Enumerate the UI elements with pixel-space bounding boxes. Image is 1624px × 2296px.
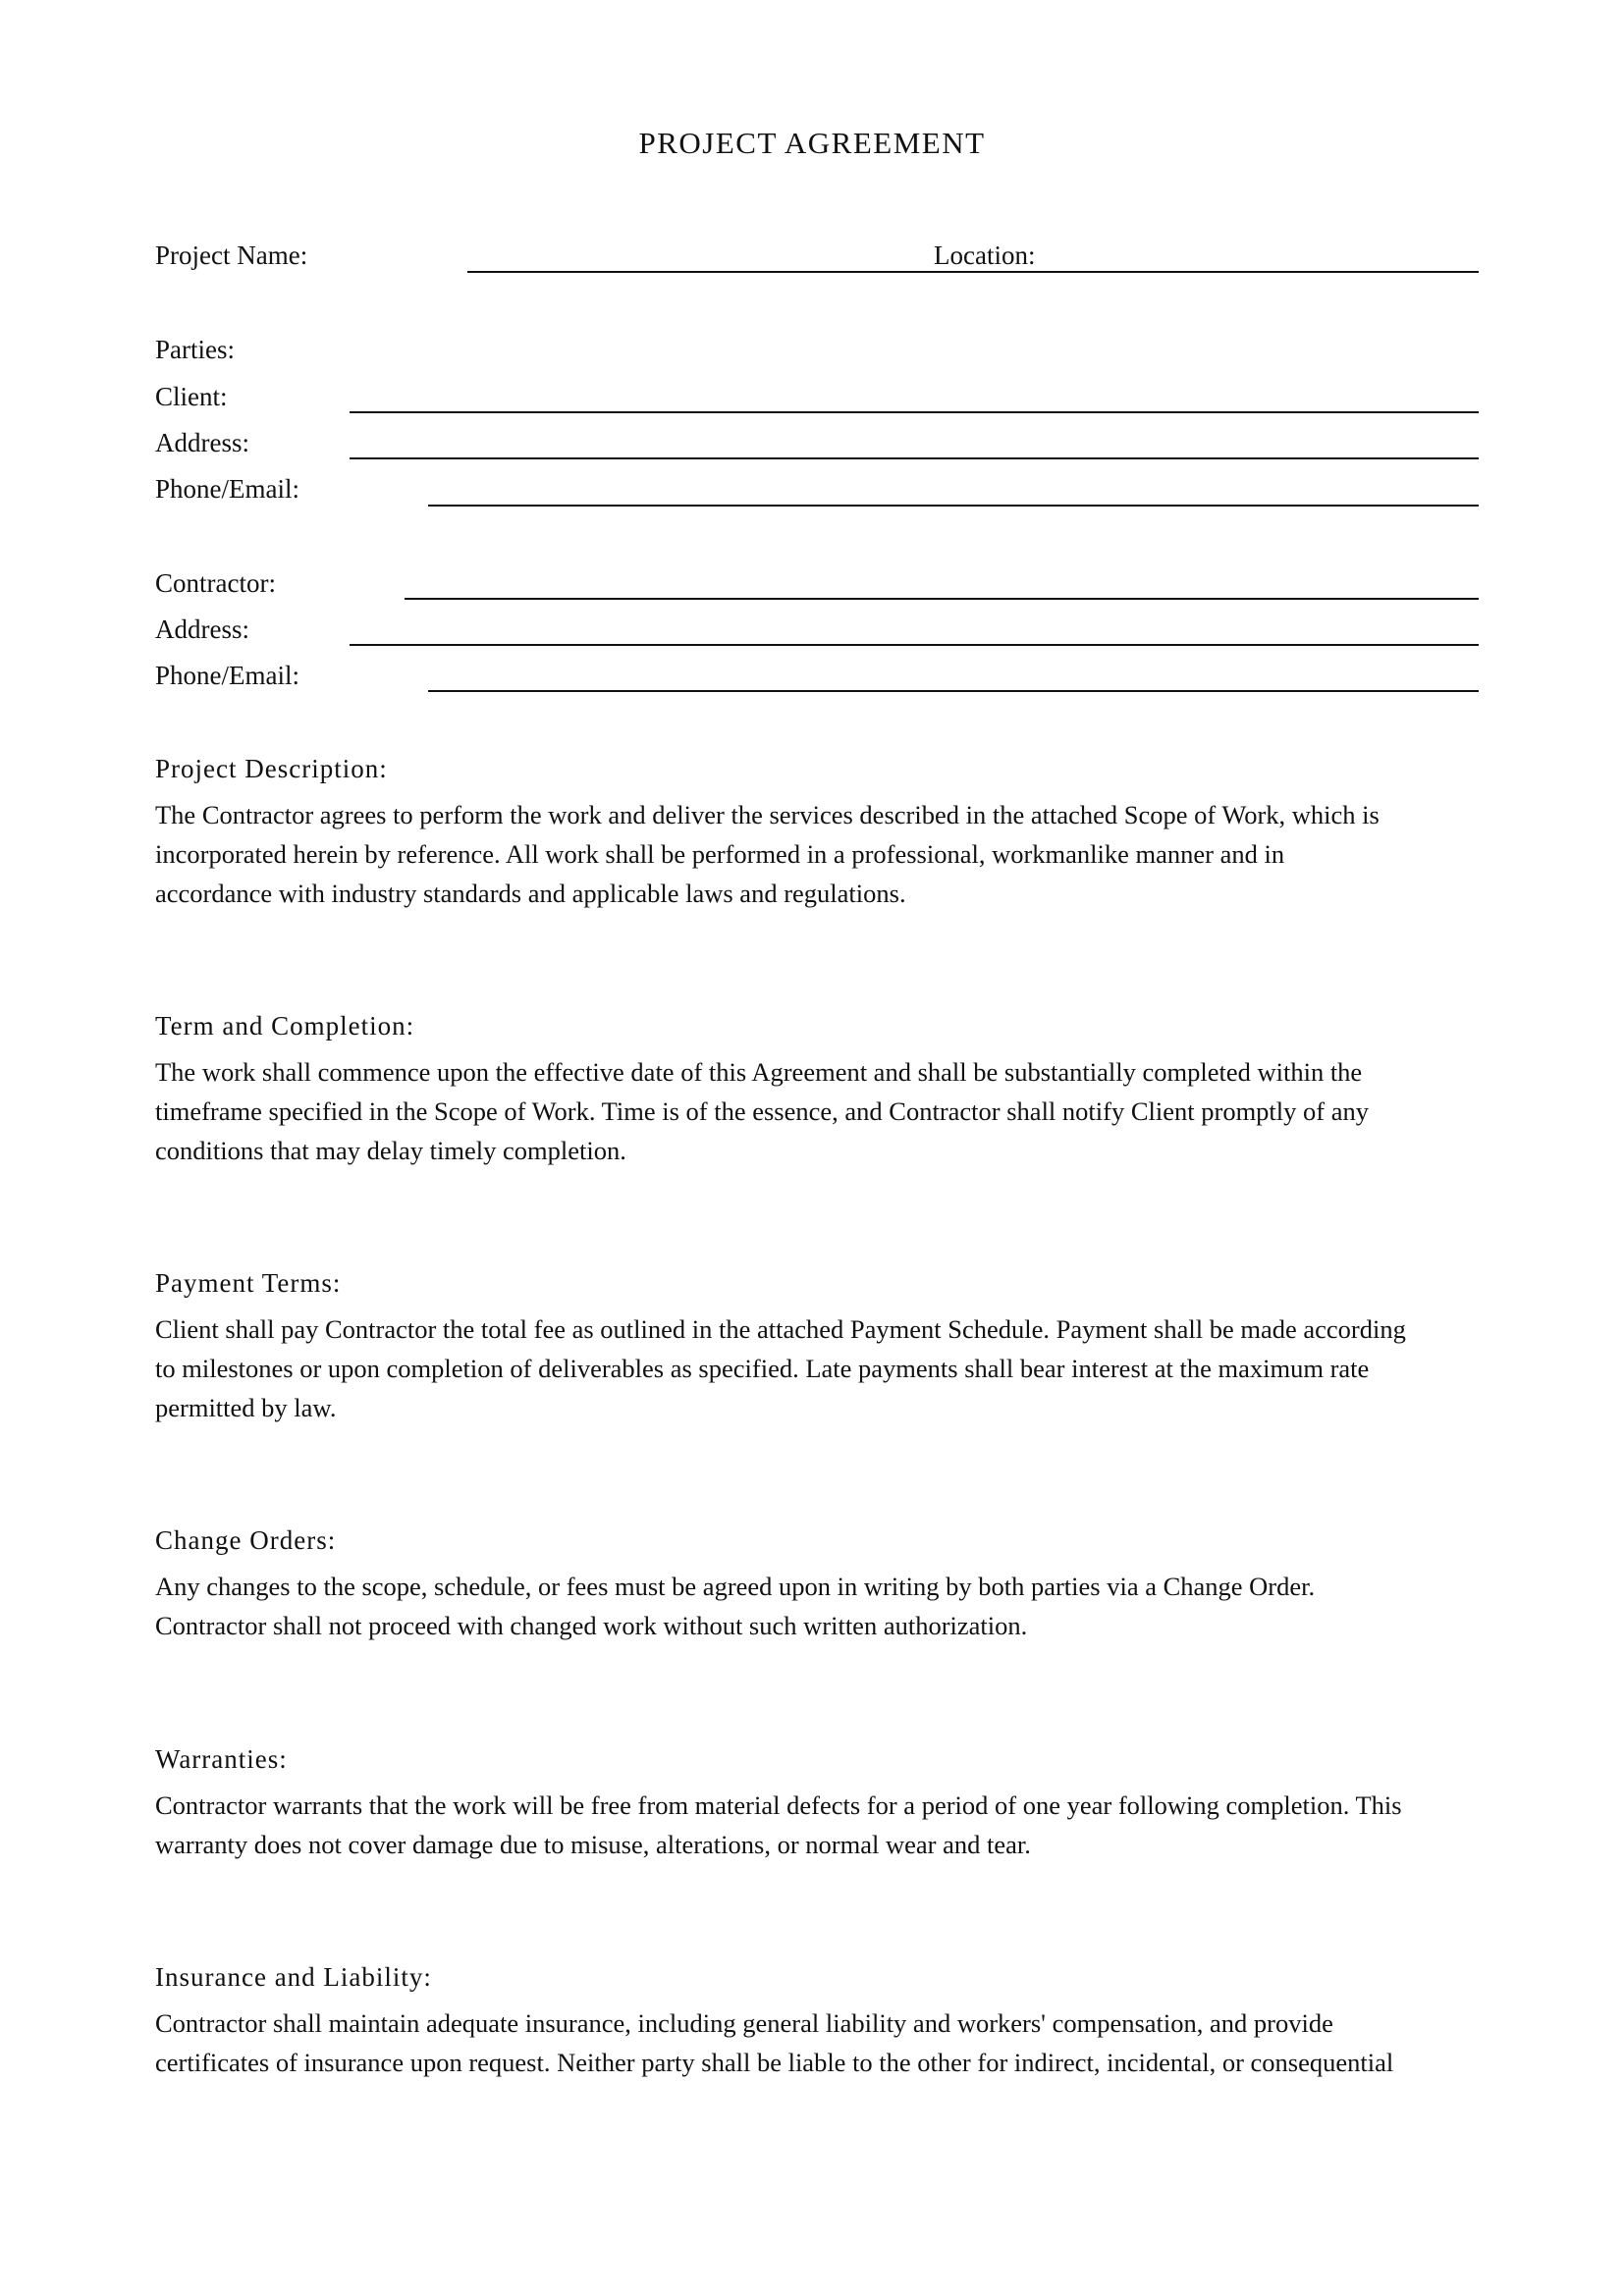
section-body-line: permitted by law. — [155, 1393, 337, 1422]
section-body-line: Contractor warrants that the work will be free from material defects for a period of one year following completion. This — [155, 1790, 1402, 1820]
section-body — [155, 795, 1490, 913]
section-body — [155, 1786, 1490, 1864]
section-heading: Payment Terms: — [155, 1268, 342, 1298]
section-body-line: to milestones or upon completion of deliverables as specified. Late payments shall bear interest at the maximum rate — [155, 1354, 1370, 1383]
contractor-phone-email-blank-line[interactable] — [428, 690, 1479, 692]
project-name-location-blank-line[interactable] — [467, 271, 1479, 273]
section-heading: Term and Completion: — [155, 1011, 415, 1041]
client-address-blank-line[interactable] — [350, 457, 1479, 459]
section-body-line: incorporated herein by reference. All work shall be performed in a professional, workmanlike manner and in — [155, 839, 1285, 869]
client-phone-email-blank-line[interactable] — [428, 505, 1479, 507]
section-body-line: Any changes to the scope, schedule, or fees must be agreed upon in writing by both parties via a Change Order. — [155, 1572, 1316, 1601]
contractor-address-blank-line[interactable] — [350, 644, 1479, 646]
section-body-line: Contractor shall not proceed with changed work without such written authorization. — [155, 1611, 1028, 1640]
section-heading: Insurance and Liability: — [155, 1962, 432, 1992]
contractor-blank-line[interactable] — [405, 598, 1479, 600]
client-phone-email-label: Phone/Email: — [155, 474, 299, 504]
section-body-line: warranty does not cover damage due to misuse, alterations, or normal wear and tear. — [155, 1830, 1031, 1859]
location-label: Location: — [934, 240, 1036, 270]
client-label: Client: — [155, 382, 228, 411]
section-body-line: certificates of insurance upon request. Neither party shall be liable to the other for indirect, incidental, or consequential — [155, 2048, 1394, 2077]
project-name-label: Project Name: — [155, 240, 308, 270]
section-body — [155, 1567, 1490, 1645]
section-body-line: Client shall pay Contractor the total fee as outlined in the attached Payment Schedule. Payment shall be made according — [155, 1314, 1406, 1344]
section-body-line: accordance with industry standards and applicable laws and regulations. — [155, 879, 906, 908]
contractor-phone-email-label: Phone/Email: — [155, 661, 299, 690]
section-heading: Change Orders: — [155, 1525, 337, 1555]
section-body-line: Contractor shall maintain adequate insurance, including general liability and workers' compensation, and provide — [155, 2008, 1333, 2038]
section-heading: Warranties: — [155, 1744, 288, 1774]
section-body-line: The work shall commence upon the effective date of this Agreement and shall be substantially completed within the — [155, 1057, 1363, 1087]
client-blank-line[interactable] — [350, 411, 1479, 413]
section-body-line: timeframe specified in the Scope of Work. Time is of the essence, and Contractor shall notify Client promptly of any — [155, 1096, 1369, 1126]
contractor-label: Contractor: — [155, 568, 276, 598]
contractor-address-label: Address: — [155, 614, 249, 644]
section-body — [155, 2003, 1490, 2082]
section-body-line: The Contractor agrees to perform the work and deliver the services described in the attached Scope of Work, which is — [155, 800, 1380, 829]
section-heading: Project Description: — [155, 754, 388, 783]
section-body-line: conditions that may delay timely completion. — [155, 1136, 626, 1165]
client-address-label: Address: — [155, 428, 249, 457]
section-body — [155, 1052, 1490, 1170]
parties-heading: Parties: — [155, 335, 235, 364]
document-title: PROJECT AGREEMENT — [638, 126, 986, 160]
section-body — [155, 1309, 1490, 1427]
